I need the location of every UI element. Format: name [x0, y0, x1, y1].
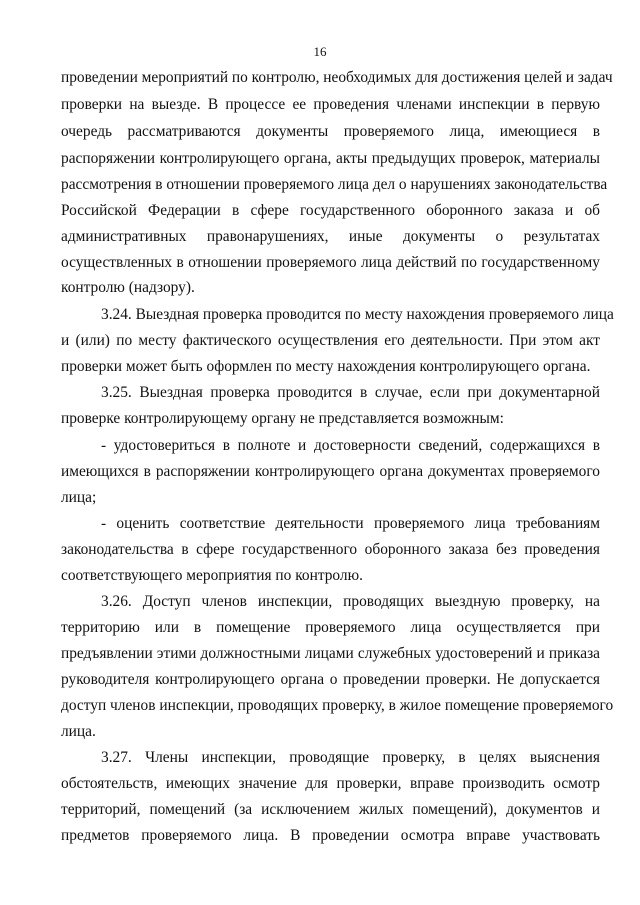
- text-line: соответствующего мероприятия по контролю.: [61, 567, 363, 584]
- text-line: рассмотрения в отношении проверяемого лица дел о нарушениях законодательства: [61, 176, 608, 193]
- text-line: лица;: [61, 489, 97, 506]
- text-line: лица.: [61, 723, 96, 740]
- text-line: 3.24. Выездная проверка проводится по месту нахождения проверяемого лица: [101, 306, 614, 323]
- text-line: проверки может быть оформлен по месту нахождения контролирующего органа.: [61, 358, 591, 375]
- text-line: предметов проверяемого лица. В проведении осмотра вправе участвовать: [61, 827, 600, 844]
- text-line: Российской Федерации в сфере государственного оборонного заказа и об: [61, 202, 600, 219]
- text-line: очередь рассматриваются документы проверяемого лица, имеющиеся в: [61, 123, 600, 140]
- text-line: 3.26. Доступ членов инспекции, проводящих выездную проверку, на: [101, 593, 600, 610]
- text-line: 3.27. Члены инспекции, проводящие проверку, в целях выяснения: [101, 749, 600, 766]
- text-line: административных правонарушениях, иные документы о результатах: [61, 228, 600, 245]
- text-line: законодательства в сфере государственного оборонного заказа без проведения: [61, 541, 600, 558]
- text-line: - оценить соответствие деятельности проверяемого лица требованиям: [101, 515, 600, 532]
- text-line: контролю (надзору).: [61, 279, 195, 296]
- text-line: проведении мероприятий по контролю, необходимых для достижения целей и задач: [61, 69, 613, 86]
- text-line: распоряжении контролирующего органа, акты предыдущих проверок, материалы: [61, 150, 600, 167]
- text-line: руководителя контролирующего органа о проведении проверки. Не допускается: [61, 671, 600, 688]
- text-line: доступ членов инспекции, проводящих проверку, в жилое помещение проверяемого: [61, 697, 614, 714]
- text-line: - удостовериться в полноте и достоверности сведений, содержащихся в: [101, 437, 600, 454]
- text-line: осуществленных в отношении проверяемого лица действий по государственному: [61, 254, 600, 271]
- text-line: территорий, помещений (за исключением жилых помещений), документов и: [61, 801, 600, 818]
- text-line: территорию или в помещение проверяемого лица осуществляется при: [61, 619, 600, 636]
- text-line: имеющихся в распоряжении контролирующего органа документах проверяемого: [61, 463, 600, 480]
- text-line: и (или) по месту фактического осуществления его деятельности. При этом акт: [61, 332, 600, 349]
- text-line: проверке контролирующему органу не представляется возможным:: [61, 410, 504, 427]
- text-line: обстоятельств, имеющих значение для проверки, вправе производить осмотр: [61, 775, 600, 792]
- page-number: 16: [313, 44, 327, 59]
- text-line: предъявлении этими должностными лицами служебных удостоверений и приказа: [61, 645, 600, 662]
- text-line: 3.25. Выездная проверка проводится в случае, если при документарной: [101, 384, 600, 401]
- text-line: проверки на выезде. В процессе ее проведения членами инспекции в первую: [61, 96, 600, 113]
